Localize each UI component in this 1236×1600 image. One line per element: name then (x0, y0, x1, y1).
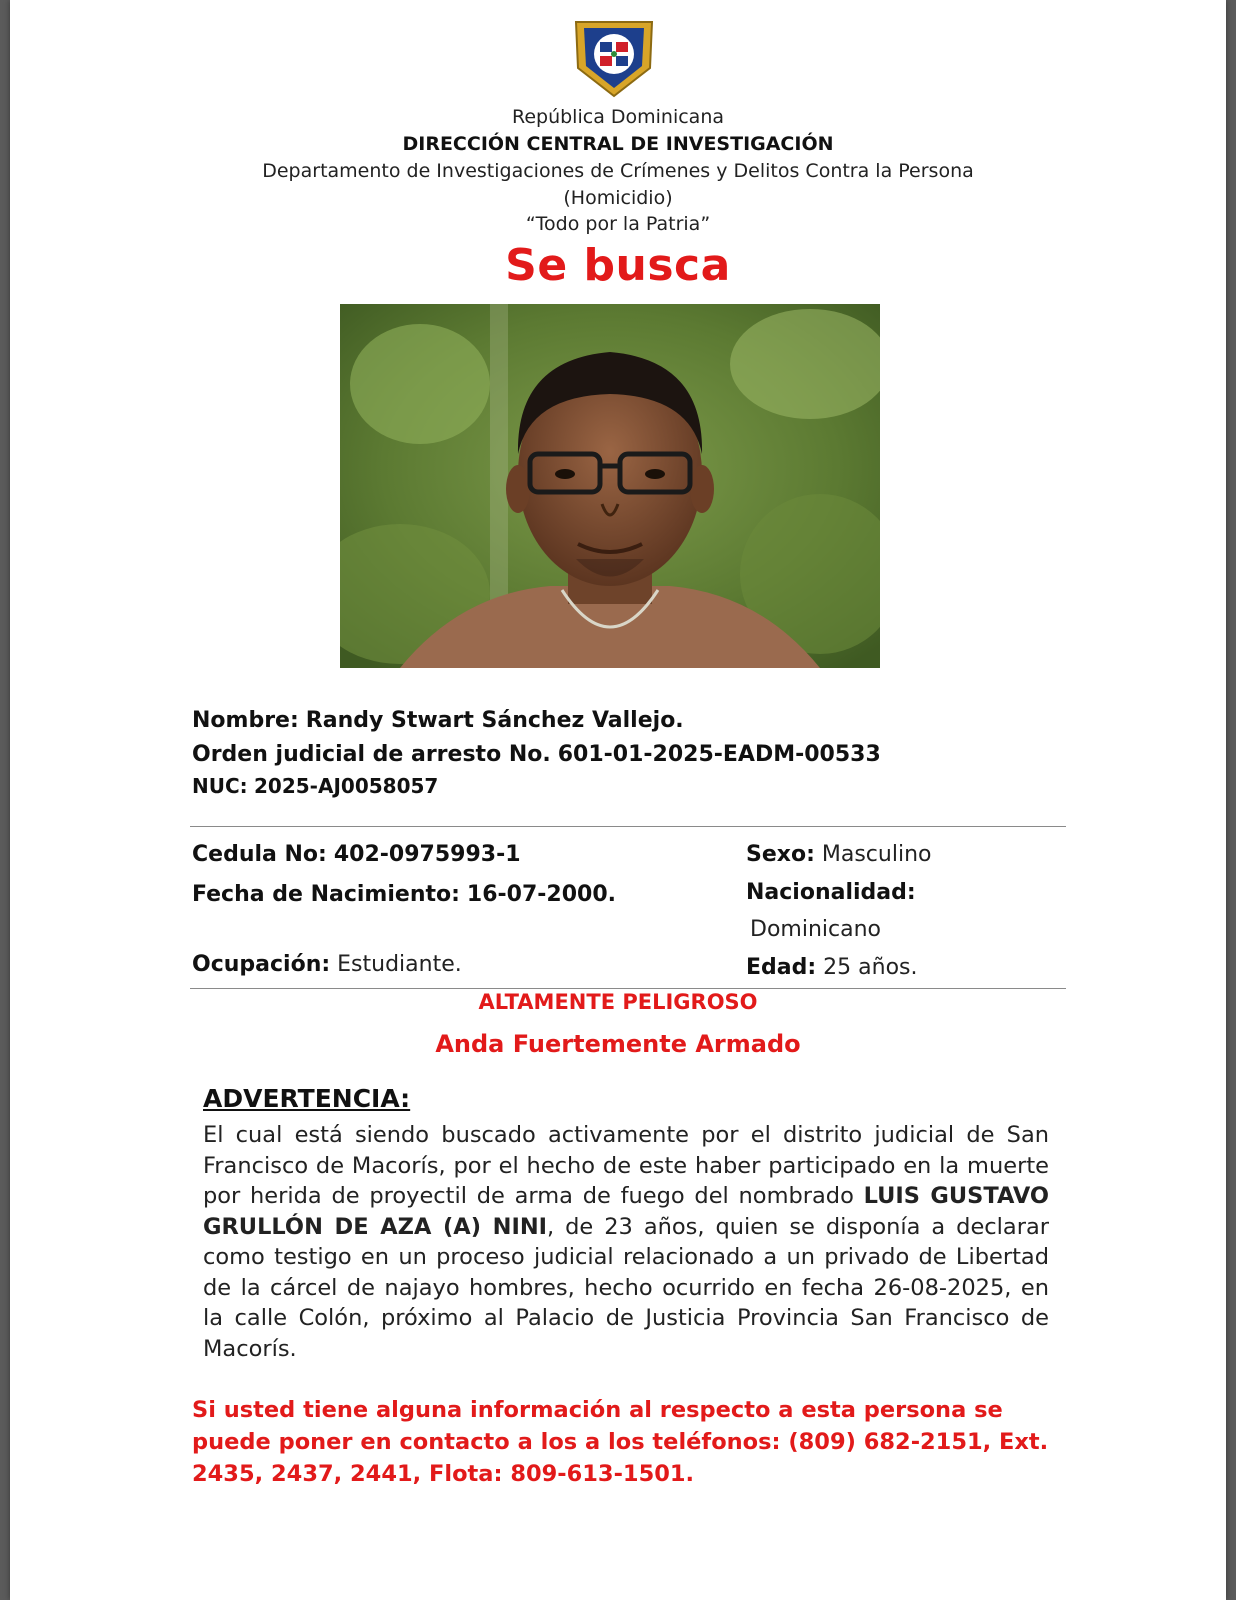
nuc-value: 2025-AJ0058057 (254, 774, 439, 798)
age-value: 25 años. (823, 955, 918, 980)
armed-warning: Anda Fuertemente Armado (435, 1030, 801, 1058)
nuc-row (192, 774, 438, 798)
victim-name: LUIS GUSTAVO GRULLÓN DE AZA (A) NINI (203, 1183, 1049, 1240)
name-row (192, 708, 684, 733)
occupation-label: Ocupación: (192, 952, 331, 977)
age-label: Edad: (746, 955, 817, 980)
sex-row (746, 842, 931, 867)
nuc-label: NUC: (192, 774, 248, 798)
divider-top (190, 826, 1066, 827)
cedula-label: Cedula No: (192, 842, 327, 867)
poster-title: Se busca (505, 240, 731, 291)
contact-info: Si usted tiene alguna información al respecto a esta persona se puede poner en contacto a los a los teléfonos: (809) 682-2151, Ext. 2435, 2437, 2441, Flota: 809-613-1501. (192, 1397, 1049, 1487)
wanted-poster (10, 0, 1226, 1600)
cedula-value: 402-0975993-1 (333, 842, 521, 867)
advertencia-title: ADVERTENCIA: (203, 1084, 411, 1113)
danger-warning: ALTAMENTE PELIGROSO (478, 990, 758, 1014)
department-name: Departamento de Investigaciones de Crímenes y Delitos Contra la Persona (262, 160, 974, 182)
age-row (746, 955, 918, 980)
country-name: República Dominicana (511, 106, 725, 128)
divider-bottom (190, 988, 1066, 989)
agency-name: DIRECCIÓN CENTRAL DE INVESTIGACIÓN (402, 133, 834, 155)
birth-label: Fecha de Nacimiento: (192, 882, 460, 907)
nationality-value: Dominicano (750, 917, 881, 942)
name-label: Nombre: (192, 708, 299, 733)
sex-value: Masculino (821, 842, 932, 867)
advertencia-text-2: , de 23 años, quien se disponía a declarar como testigo en un proceso judicial relacionado a un privado de Libertad de la cárcel de najayo hombres, hecho ocurrido en fecha 26-08-2025, en la calle Colón, próximo al Palacio de Justicia Provincia San Francisco de Macorís. (203, 1213, 1049, 1362)
sex-label: Sexo: (746, 842, 815, 867)
advertencia-body (203, 1120, 1049, 1364)
motto: “Todo por la Patria” (525, 213, 711, 235)
order-value: 601-01-2025-EADM-00533 (557, 742, 881, 767)
order-label: Orden judicial de arresto No. (192, 742, 551, 767)
name-value: Randy Stwart Sánchez Vallejo. (305, 708, 684, 733)
cedula-row (192, 842, 521, 867)
nationality-label-row (746, 880, 916, 905)
birth-row (192, 882, 616, 907)
unit-name: (Homicidio) (563, 187, 673, 209)
order-row (192, 742, 881, 767)
suspect-photo (340, 304, 880, 668)
occupation-value: Estudiante. (337, 952, 462, 977)
nationality-label: Nacionalidad: (746, 880, 916, 905)
nationality-value-row (750, 917, 881, 942)
occupation-row (192, 952, 462, 977)
birth-value: 16-07-2000. (466, 882, 617, 907)
advertencia-text-1: El cual está siendo buscado activamente por el distrito judicial de San Francisco de Macorís, por el hecho de este haber participado en la muerte por herida de proyectil de arma de fuego del nombrado (203, 1122, 1049, 1209)
dicrim-badge-logo (570, 16, 658, 98)
